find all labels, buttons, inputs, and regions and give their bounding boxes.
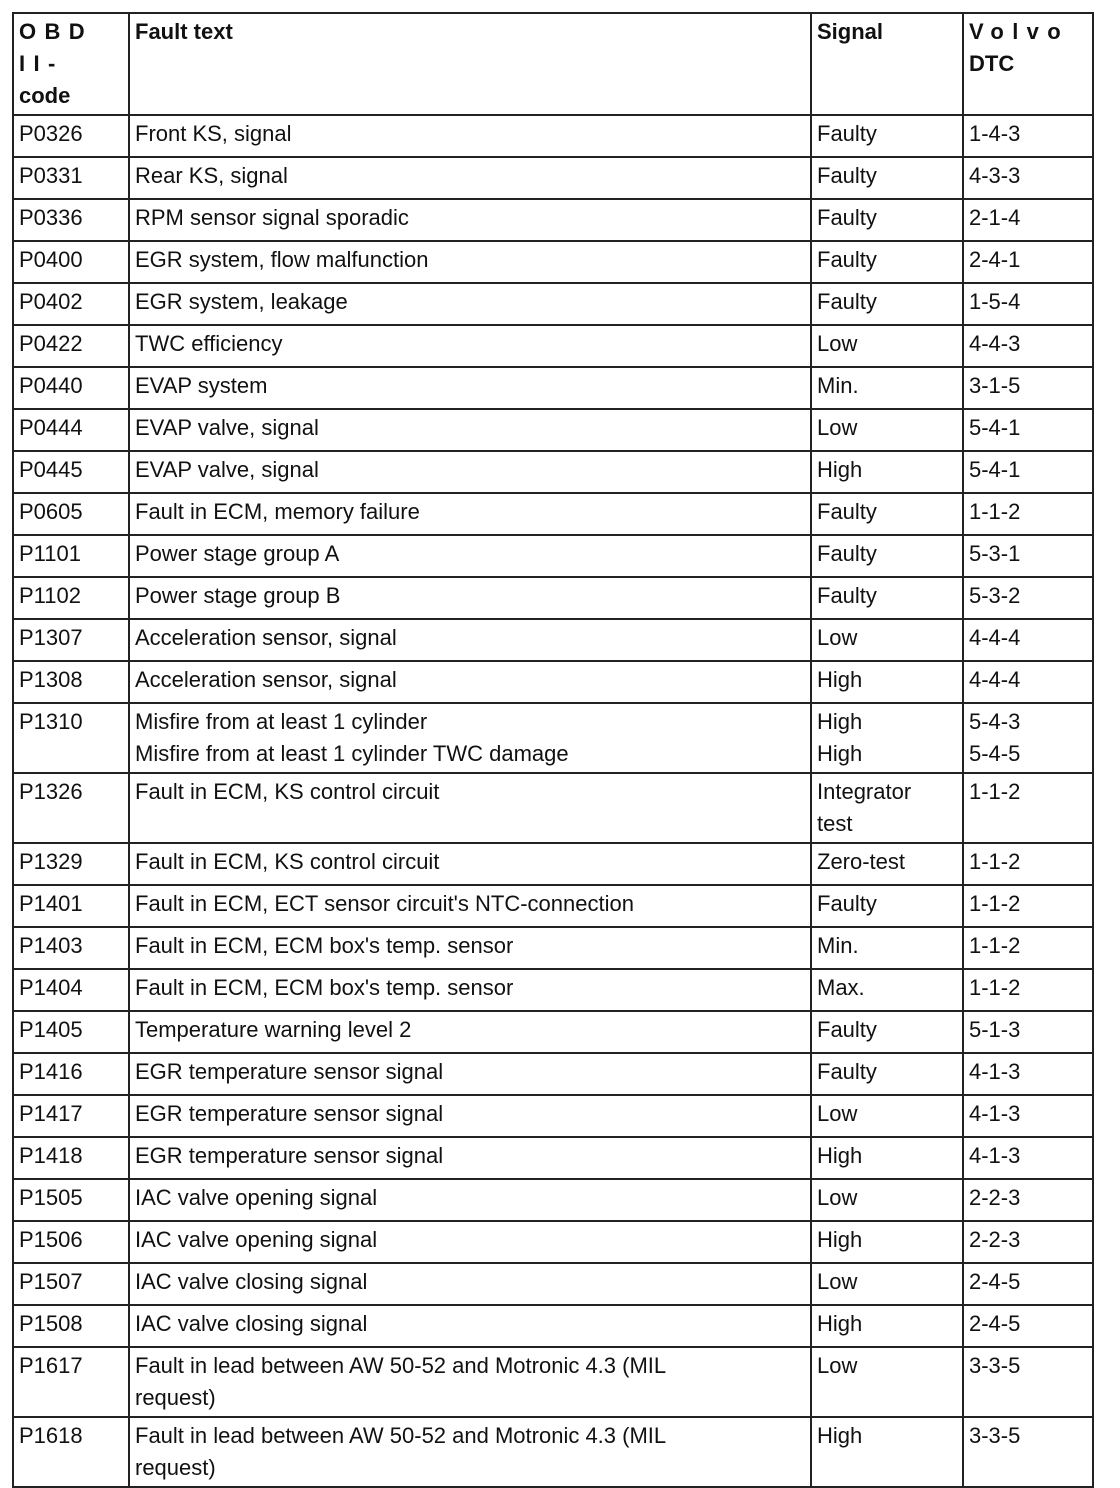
fault-text-cell [129, 773, 811, 843]
obd-code-cell: P1308 [13, 661, 129, 703]
volvo-dtc-cell-line: 2-4-5 [969, 1311, 1021, 1336]
signal-cell [811, 773, 963, 843]
signal-cell [811, 1263, 963, 1305]
volvo-dtc-cell [963, 1053, 1093, 1095]
fault-text-cell [129, 199, 811, 241]
signal-cell-line: Faulty [817, 205, 877, 230]
volvo-dtc-cell-line: 1-1-2 [969, 499, 1021, 524]
signal-cell [811, 199, 963, 241]
fault-text-cell [129, 927, 811, 969]
obd-code-cell: P1403 [13, 927, 129, 969]
volvo-dtc-cell-line: 5-4-1 [969, 457, 1021, 482]
fault-text-cell-line: Misfire from at least 1 cylinder TWC damage [135, 741, 569, 766]
fault-text-cell [129, 885, 811, 927]
signal-cell-line: Zero-test [817, 849, 906, 874]
fault-text-cell-line: IAC valve closing signal [135, 1269, 368, 1294]
volvo-dtc-cell-line: 2-1-4 [969, 205, 1021, 230]
volvo-dtc-cell [963, 367, 1093, 409]
fault-text-cell-line: Power stage group A [135, 541, 340, 566]
fault-text-cell [129, 1221, 811, 1263]
header-volvo-dtc-line1: Volvo [969, 19, 1070, 44]
fault-text-cell [129, 1305, 811, 1347]
volvo-dtc-cell-line: 1-1-2 [969, 933, 1021, 958]
obd-code-cell: P1416 [13, 1053, 129, 1095]
fault-text-cell-line: EGR temperature sensor signal [135, 1101, 444, 1126]
table-row [13, 885, 1093, 927]
volvo-dtc-cell-line: 4-1-3 [969, 1101, 1021, 1126]
signal-cell-line: High [817, 741, 863, 766]
table-row [13, 1053, 1093, 1095]
volvo-dtc-cell [963, 1305, 1093, 1347]
fault-text-cell [129, 1011, 811, 1053]
fault-text-cell [129, 325, 811, 367]
fault-text-cell [129, 577, 811, 619]
obd-code-cell: P0331 [13, 157, 129, 199]
fault-text-cell [129, 241, 811, 283]
signal-cell-line: Integrator [817, 779, 912, 804]
volvo-dtc-cell [963, 493, 1093, 535]
obd-code-cell: P0402 [13, 283, 129, 325]
volvo-dtc-cell [963, 843, 1093, 885]
table-row [13, 367, 1093, 409]
fault-text-cell [129, 1137, 811, 1179]
volvo-dtc-cell-line: 2-2-3 [969, 1227, 1021, 1252]
table-row [13, 493, 1093, 535]
fault-text-cell [129, 619, 811, 661]
header-signal [811, 13, 963, 115]
fault-text-cell-line: EVAP valve, signal [135, 457, 319, 482]
fault-text-cell-line: Fault in ECM, KS control circuit [135, 779, 440, 804]
signal-cell-line: Min. [817, 373, 859, 398]
signal-cell-line: Low [817, 625, 858, 650]
fault-text-cell-line: TWC efficiency [135, 331, 283, 356]
obd-code-cell: P1310 [13, 703, 129, 773]
table-row [13, 1263, 1093, 1305]
obd-code-cell: P1417 [13, 1095, 129, 1137]
volvo-dtc-cell [963, 969, 1093, 1011]
signal-cell-line: High [817, 1143, 863, 1168]
volvo-dtc-cell [963, 1179, 1093, 1221]
table-row [13, 577, 1093, 619]
signal-cell [811, 241, 963, 283]
table-row [13, 1095, 1093, 1137]
fault-text-cell-line: Fault in lead between AW 50-52 and Motronic 4.3 (MIL [135, 1423, 667, 1448]
volvo-dtc-cell-line: 3-3-5 [969, 1423, 1021, 1448]
volvo-dtc-cell-line: 4-4-4 [969, 625, 1021, 650]
volvo-dtc-cell-line: 4-1-3 [969, 1143, 1021, 1168]
fault-text-cell-line: request) [135, 1455, 216, 1480]
volvo-dtc-cell-line: 2-2-3 [969, 1185, 1021, 1210]
obd-code-cell: P1101 [13, 535, 129, 577]
signal-cell [811, 969, 963, 1011]
signal-cell [811, 367, 963, 409]
volvo-dtc-cell-line: 2-4-5 [969, 1269, 1021, 1294]
signal-cell-line: Faulty [817, 289, 877, 314]
header-volvo-dtc [963, 13, 1093, 115]
signal-cell-line: Low [817, 1269, 858, 1294]
signal-cell [811, 493, 963, 535]
fault-text-cell [129, 157, 811, 199]
fault-text-cell-line: IAC valve opening signal [135, 1227, 378, 1252]
volvo-dtc-cell [963, 1221, 1093, 1263]
signal-cell [811, 1011, 963, 1053]
signal-cell [811, 409, 963, 451]
signal-cell-line: High [817, 667, 863, 692]
fault-text-cell [129, 969, 811, 1011]
table-row [13, 241, 1093, 283]
fault-text-cell-line: EGR temperature sensor signal [135, 1059, 444, 1084]
fault-text-cell-line: EVAP valve, signal [135, 415, 319, 440]
volvo-dtc-cell [963, 325, 1093, 367]
volvo-dtc-cell [963, 1347, 1093, 1417]
signal-cell [811, 577, 963, 619]
signal-cell-line: Faulty [817, 163, 877, 188]
header-obd-code-line1: OBD II- [19, 19, 93, 76]
signal-cell-line: Faulty [817, 541, 877, 566]
fault-text-cell [129, 843, 811, 885]
volvo-dtc-cell [963, 409, 1093, 451]
volvo-dtc-cell [963, 619, 1093, 661]
volvo-dtc-cell [963, 199, 1093, 241]
signal-cell-line: Faulty [817, 1017, 877, 1042]
fault-text-cell-line: Fault in ECM, ECT sensor circuit's NTC-connection [135, 891, 634, 916]
table-row [13, 451, 1093, 493]
fault-text-cell-line: Acceleration sensor, signal [135, 625, 397, 650]
volvo-dtc-cell [963, 451, 1093, 493]
fault-text-cell-line: IAC valve opening signal [135, 1185, 378, 1210]
fault-text-cell [129, 115, 811, 157]
signal-cell [811, 1053, 963, 1095]
table-row [13, 157, 1093, 199]
fault-text-cell-line: Rear KS, signal [135, 163, 288, 188]
fault-text-cell [129, 1263, 811, 1305]
signal-cell [811, 157, 963, 199]
header-obd-code-line2: code [19, 83, 71, 108]
volvo-dtc-cell-line: 2-4-1 [969, 247, 1021, 272]
signal-cell-line: Faulty [817, 1059, 877, 1084]
signal-cell-line: Faulty [817, 891, 877, 916]
header-fault-text [129, 13, 811, 115]
signal-cell-line: High [817, 1311, 863, 1336]
fault-text-cell [129, 367, 811, 409]
volvo-dtc-cell [963, 535, 1093, 577]
signal-cell [811, 1095, 963, 1137]
signal-cell [811, 283, 963, 325]
volvo-dtc-cell-line: 1-1-2 [969, 975, 1021, 1000]
signal-cell-line: Low [817, 1353, 858, 1378]
obd-code-cell: P0440 [13, 367, 129, 409]
fault-text-cell [129, 661, 811, 703]
signal-cell [811, 115, 963, 157]
volvo-dtc-cell-line: 4-1-3 [969, 1059, 1021, 1084]
signal-cell [811, 703, 963, 773]
fault-text-cell-line: Temperature warning level 2 [135, 1017, 412, 1042]
header-signal-label: Signal [817, 19, 884, 44]
obd-code-cell: P0422 [13, 325, 129, 367]
signal-cell-line: Low [817, 331, 858, 356]
signal-cell [811, 451, 963, 493]
volvo-dtc-cell-line: 5-3-2 [969, 583, 1021, 608]
volvo-dtc-cell-line: 1-1-2 [969, 849, 1021, 874]
obd-code-cell: P1506 [13, 1221, 129, 1263]
table-row [13, 1347, 1093, 1417]
header-fault-text-label: Fault text [135, 19, 233, 44]
obd-code-cell: P0400 [13, 241, 129, 283]
volvo-dtc-cell-line: 1-5-4 [969, 289, 1021, 314]
volvo-dtc-cell [963, 773, 1093, 843]
obd-code-cell: P1326 [13, 773, 129, 843]
obd-code-cell: P1618 [13, 1417, 129, 1487]
signal-cell [811, 843, 963, 885]
table-row [13, 843, 1093, 885]
signal-cell-line: test [817, 811, 853, 836]
signal-cell-line: Faulty [817, 499, 877, 524]
volvo-dtc-cell-line: 5-4-1 [969, 415, 1021, 440]
volvo-dtc-cell [963, 703, 1093, 773]
obd-code-cell: P0336 [13, 199, 129, 241]
fault-text-cell [129, 493, 811, 535]
volvo-dtc-cell [963, 661, 1093, 703]
fault-text-cell [129, 283, 811, 325]
volvo-dtc-cell [963, 885, 1093, 927]
table-row [13, 535, 1093, 577]
signal-cell-line: Min. [817, 933, 859, 958]
volvo-dtc-cell-line: 1-4-3 [969, 121, 1021, 146]
volvo-dtc-cell-line: 5-4-3 [969, 709, 1021, 734]
fault-text-cell [129, 409, 811, 451]
fault-text-cell [129, 451, 811, 493]
signal-cell-line: High [817, 1423, 863, 1448]
fault-text-cell-line: Fault in ECM, ECM box's temp. sensor [135, 933, 514, 958]
fault-text-cell [129, 1179, 811, 1221]
table-row [13, 1221, 1093, 1263]
fault-text-cell-line: EGR system, leakage [135, 289, 348, 314]
dtc-table [12, 12, 1094, 1488]
fault-text-cell-line: request) [135, 1385, 216, 1410]
volvo-dtc-cell-line: 5-3-1 [969, 541, 1021, 566]
volvo-dtc-cell [963, 283, 1093, 325]
table-row [13, 199, 1093, 241]
obd-code-cell: P0444 [13, 409, 129, 451]
obd-code-cell: P1508 [13, 1305, 129, 1347]
fault-text-cell-line: EGR temperature sensor signal [135, 1143, 444, 1168]
table-row [13, 409, 1093, 451]
table-row [13, 703, 1093, 773]
volvo-dtc-cell [963, 1095, 1093, 1137]
fault-text-cell [129, 1347, 811, 1417]
fault-text-cell-line: Acceleration sensor, signal [135, 667, 397, 692]
volvo-dtc-cell [963, 1011, 1093, 1053]
table-row [13, 1137, 1093, 1179]
table-row [13, 325, 1093, 367]
fault-text-cell-line: Fault in ECM, KS control circuit [135, 849, 440, 874]
fault-text-cell-line: Fault in ECM, ECM box's temp. sensor [135, 975, 514, 1000]
table-header [13, 13, 1093, 115]
signal-cell [811, 619, 963, 661]
signal-cell [811, 1347, 963, 1417]
fault-text-cell [129, 535, 811, 577]
table-row [13, 927, 1093, 969]
signal-cell-line: Faulty [817, 583, 877, 608]
obd-code-cell: P1617 [13, 1347, 129, 1417]
table-row [13, 969, 1093, 1011]
signal-cell [811, 535, 963, 577]
volvo-dtc-cell [963, 1263, 1093, 1305]
obd-code-cell: P1404 [13, 969, 129, 1011]
volvo-dtc-cell-line: 5-4-5 [969, 741, 1021, 766]
volvo-dtc-cell [963, 1137, 1093, 1179]
volvo-dtc-cell-line: 3-3-5 [969, 1353, 1021, 1378]
signal-cell-line: Faulty [817, 121, 877, 146]
table-row [13, 661, 1093, 703]
fault-text-cell-line: RPM sensor signal sporadic [135, 205, 409, 230]
obd-code-cell: P1505 [13, 1179, 129, 1221]
fault-text-cell-line: Fault in ECM, memory failure [135, 499, 420, 524]
signal-cell [811, 927, 963, 969]
signal-cell-line: Max. [817, 975, 865, 1000]
table-row [13, 1011, 1093, 1053]
signal-cell [811, 1179, 963, 1221]
signal-cell-line: Low [817, 1185, 858, 1210]
signal-cell-line: Low [817, 1101, 858, 1126]
obd-code-cell: P1102 [13, 577, 129, 619]
volvo-dtc-cell [963, 241, 1093, 283]
obd-code-cell: P1329 [13, 843, 129, 885]
volvo-dtc-cell-line: 4-3-3 [969, 163, 1021, 188]
volvo-dtc-cell [963, 577, 1093, 619]
signal-cell [811, 661, 963, 703]
volvo-dtc-cell [963, 157, 1093, 199]
table-row [13, 1179, 1093, 1221]
fault-text-cell-line: Power stage group B [135, 583, 341, 608]
fault-text-cell-line: IAC valve closing signal [135, 1311, 368, 1336]
obd-code-cell: P1307 [13, 619, 129, 661]
fault-text-cell-line: EGR system, flow malfunction [135, 247, 429, 272]
table-row [13, 619, 1093, 661]
obd-code-cell: P0326 [13, 115, 129, 157]
fault-text-cell [129, 1053, 811, 1095]
obd-code-cell: P0445 [13, 451, 129, 493]
volvo-dtc-cell-line: 4-4-3 [969, 331, 1021, 356]
volvo-dtc-cell-line: 1-1-2 [969, 891, 1021, 916]
fault-text-cell-line: Front KS, signal [135, 121, 292, 146]
fault-text-cell-line: Misfire from at least 1 cylinder [135, 709, 428, 734]
signal-cell [811, 325, 963, 367]
table-row [13, 1305, 1093, 1347]
signal-cell [811, 885, 963, 927]
fault-text-cell-line: Fault in lead between AW 50-52 and Motronic 4.3 (MIL [135, 1353, 667, 1378]
volvo-dtc-cell-line: 3-1-5 [969, 373, 1021, 398]
obd-code-cell: P1507 [13, 1263, 129, 1305]
obd-code-cell: P1418 [13, 1137, 129, 1179]
signal-cell-line: Low [817, 415, 858, 440]
header-row [13, 13, 1093, 115]
signal-cell [811, 1305, 963, 1347]
table-row [13, 115, 1093, 157]
signal-cell-line: High [817, 709, 863, 734]
signal-cell [811, 1137, 963, 1179]
obd-code-cell: P1405 [13, 1011, 129, 1053]
table-row [13, 773, 1093, 843]
obd-code-cell: P0605 [13, 493, 129, 535]
table-row [13, 283, 1093, 325]
signal-cell-line: Faulty [817, 247, 877, 272]
volvo-dtc-cell-line: 1-1-2 [969, 779, 1021, 804]
volvo-dtc-cell-line: 5-1-3 [969, 1017, 1021, 1042]
volvo-dtc-cell [963, 115, 1093, 157]
volvo-dtc-cell-line: 4-4-4 [969, 667, 1021, 692]
obd-code-cell: P1401 [13, 885, 129, 927]
fault-text-cell [129, 703, 811, 773]
table-body [13, 115, 1093, 1487]
signal-cell [811, 1221, 963, 1263]
header-volvo-dtc-line2: DTC [969, 51, 1015, 76]
header-obd-code [13, 13, 129, 115]
fault-text-cell [129, 1095, 811, 1137]
volvo-dtc-cell [963, 927, 1093, 969]
signal-cell-line: High [817, 457, 863, 482]
signal-cell-line: High [817, 1227, 863, 1252]
fault-text-cell-line: EVAP system [135, 373, 268, 398]
